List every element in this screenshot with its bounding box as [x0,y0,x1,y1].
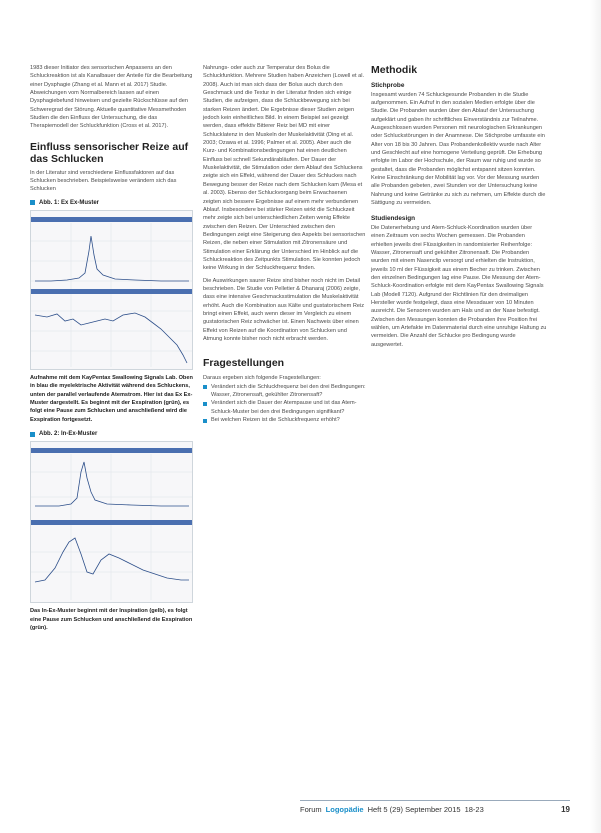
sample-paragraph: Insgesamt wurden 74 Schluckgesunde Probanden in die Studie aufgenommen. Ein Aufruf in den sozialen Medien erfolgte über die Studie. Die Probanden wurden über den Ablauf der Untersuchung aufgeklärt und gaben ihr schriftliches Einverständnis zur Teilnahme. Ausgeschlossen wurden Personen mit neurologischen Erkrankungen oder Schluckstörungen in der Anamnese. Die Stichprobe umfasste ein Alter von 18 bis 30 Jahren. Das Probandenkollektiv wurde nach Alter und Geschlecht auf eine homogene Verteilung geprüft. Die Erhebung erfolgte im Labor der Hochschule, der Raum war ruhig und wurde so gestaltet, dass die Probanden möglichst entspannt sitzen konnten. Keine Einschränkung der Mobilität lag vor. Vor der Messung wurden alle Probanden gebeten, zwei Stunden vor der Untersuchung keine Nahrung und keine Getränke zu sich zu nehmen, um Effekte durch die Sättigung zu vermeiden. [371,91,546,206]
body-paragraph-1: Nahrungs- oder auch zur Temperatur des Bolus die Schluckfunktion. Mehrere Studien haben Anzeichen (Lowell et al. 2008). Auch ist man sich dass der Bolus auch durch den Geschmack und die Textur in der Literatur finden sich einige Studien, die aufzeigen, dass die Schluckbewegung sich bei starken Reizen ändert. Die Ergebnisse dieser Studien zeigen jedoch kein einheitliches Bild. In einem Beispiel sei gezeigt werden, dass effektiv Bitterer Reiz bei MD mit einer Schlucklatenz in den Muskeln der Muskelaktivität (Ding et al. 2003; Ozawa et al. 1996; Palmer et al. 2005). Aber auch die Kurz- und Kombinationsbedingungen hat einen deutlichen Einfluss bei schnell Sekundärabläufen. Der Dauer der Muskelaktivität, die Stimulation oder dem Ablauf des Schluckens zeigte sich ein Effekt, während der Dauer des Schluckes nach Bewegung besser der Reize nach dem Schlucken kam (Mesa et al. 2003). Ebenso der Schluckvorgang beim Erwachsenen zeigten sich bessere Ergebnisse auf einem mehr verbundenen Ablauf. Insbesondere bei stärker Reizen wirkt die Schluckzeit mehr zeigte sich bei unterschiedlichen Zeiten wenig Effekte zwischen den Reizen. Der Unterschied zwischen den Bedingungen zeigt eine Steigerung des Aspekts bei sensorischen Reizen, die neben einer Stimulation mit Zitronensäure und Stimulation einer Erklärung der Unterschied im Hinblick auf die Schluckreaktion des Zeitpunkts Stimulation. Sie konnten jedoch keine Wirkung in der Schluckfrequenz finden. [203,65,366,272]
list-item: Verändert sich die Dauer der Atempause und ist das Atem-Schluck-Muster bei den drei Bedingungen signifikant? [203,399,366,416]
section-heading-questions: Fragestellungen [203,357,285,370]
column-2 [203,64,366,424]
questions-list [203,383,366,425]
page-number: 19 [561,804,570,814]
figure-2-caption: Das In-Ex-Muster beginnt mit der Inspiration (gelb), es folgt eine Pause zum Schlucken und anschließend die Exspiration (grün). [30,608,193,632]
section-heading-sensory: Einfluss sensorischer Reize auf das Schlucken [30,140,189,165]
body-paragraph-2: Die Auswirkungen saurer Reize sind bisher noch nicht im Detail beschrieben. Die Studie von Pelletier & Dhanaraj (2006) zeigte, dass eine intensive Geschmacksstimulation die Muskelaktivität erhöht. Auch die Kombination aus Kälte und gustatorischem Reiz bringt einen Effekt, auch wenn dieser im Vergleich zu einem gustatorischen Reiz schwächer ist. Einen Nachweis über einen Effekt von Reizen auf die Koordination von Schlucken und Atmung konnte bisher noch nicht erbracht werden. [203,277,365,342]
figure-1-chart [30,210,193,370]
column-3 [371,64,547,349]
subheading-sample: Stichprobe [371,82,405,89]
figure-2-label: Abb. 2: In-Ex-Muster [30,430,193,438]
section-heading-method: Methodik [371,64,418,76]
page-edge-shadow [590,0,601,833]
list-item: Bei welchen Reizen ist die Schluckfrequenz erhöht? [203,416,366,424]
list-item: Verändert sich die Schluckfrequenz bei den drei Bedingungen: Wasser, Zitronensaft, gekühlter Zitronensaft? [203,383,366,400]
footer-brand-prefix: Forum [300,804,322,814]
figure-1-label: Abb. 1: Ex Ex-Muster [30,199,193,207]
subheading-design: Studiendesign [371,215,416,223]
figure-2-chart [30,441,193,603]
intro-paragraph: 1983 dieser Initiator des sensorischen Anpassens an den Schluckreaktion ist als Kanalbauer der Anteile für die Bearbeitung einer Dysphagie (Zhang et al. Mann et al. 2017) Studie. Abweichungen vom Normalbereich lassen auf einen Dysphagiebefund hinweisen und gezielte Rückschlüsse auf den Schweregrad der Störung. Aktuelle quantitative Messmethoden Studien die den Einfluss der Untersuchung, die das Therapiemodell der Schluckfunktion (Cross et al. 2017). [30,65,193,130]
footer-brand: Logopädie [325,804,364,814]
design-paragraph: Die Datenerhebung und Atem-Schluck-Koordination wurden über einen Zeitraum von sechs Wochen gemessen. Die Probanden erhielten jeweils drei Flüssigkeiten in randomisierter Reihenfolge: Wasser, Zitronensaft und gekühlter Zitronensaft. Die Probanden wurden mit einem Nasenclip versorgt und erhielten die Instruktion, jeweils 10 ml der Flüssigkeit aus einem Becher zu trinken. Zwischen den einzelnen Bedingungen lag eine Pause. Die Messung der Atem-Schluck-Koordination erfolgte mit dem KayPentax Swallowing Signals Lab (Modell 7120). Aufgrund der Richtlinien für den dreimaligen Hersteller wurde festgelegt, dass eine Messdauer von 10 Minuten ausreicht. Die Sensoren wurden am Hals und an der Nase befestigt. Zwischen den Messungen konnten die Probanden ihre Position frei wählen, um Artefakte im Datenmaterial durch eine unruhige Haltung zu vermeiden. Die Anzahl der Schlucke pro Bedingung wurde ausgewertet. [371,224,547,348]
column-1 [30,64,193,632]
square-bullet-icon [30,432,35,437]
sensory-paragraph: In der Literatur sind verschiedene Einflussfaktoren auf das Schlucken beschrieben. Beispielsweise verändern sich das Schlucken [30,169,177,193]
questions-lead: Daraus ergeben sich folgende Fragestellungen: [203,375,321,382]
footer-issue: Heft 5 (29) September 2015 [367,804,461,814]
figure-1-caption: Aufnahme mit dem KayPentax Swallowing Signals Lab. Oben in blau die myelektrische Aktivität während des Schluckens, unten der parallel verlaufende Atemstrom. Hier ist das Ex Ex-Muster dargestellt. Es beginnt mit der Exspiration (grün), es folgt eine Pause zum Schlucken und anschließend wird die Exspiration fortgesetzt. [30,374,193,423]
footer-rule [300,800,570,801]
figure-1-traces [31,211,192,367]
footer-pages: 18-23 [464,804,484,814]
square-bullet-icon [30,200,35,205]
figure-2-traces [31,442,192,600]
page-footer [300,802,570,816]
